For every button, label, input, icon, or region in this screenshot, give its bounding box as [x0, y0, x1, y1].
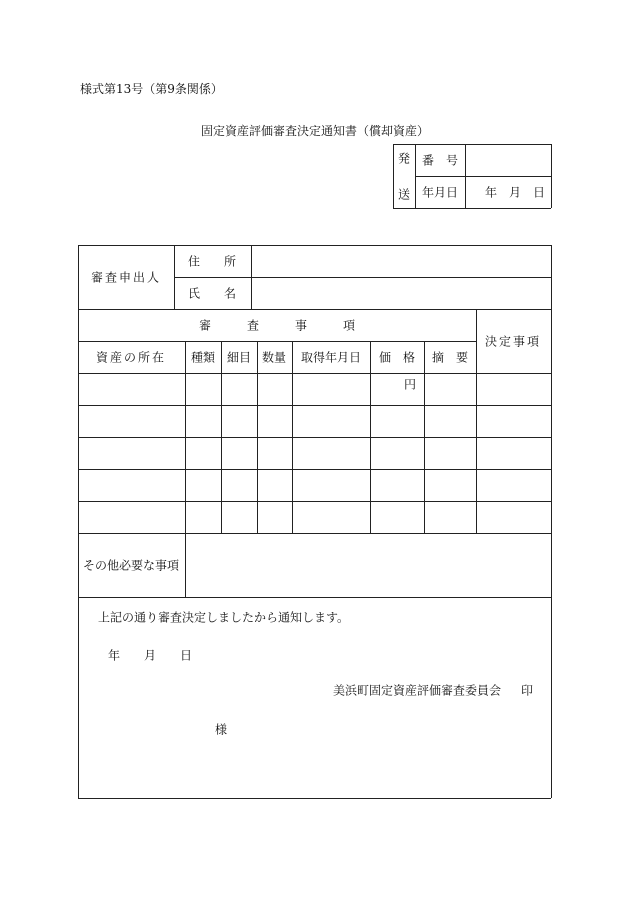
dispatch-date-label: 年月日: [421, 185, 459, 200]
dispatch-label-top: 発: [397, 151, 411, 166]
address-field[interactable]: [252, 246, 551, 277]
decision-header: 決定事項: [484, 334, 542, 349]
column-quantity: 数量: [261, 350, 287, 365]
other-matters-label: その他必要な事項: [82, 558, 180, 573]
recipient-suffix: 様: [215, 722, 228, 737]
applicant-label: 審査申出人: [90, 270, 162, 285]
committee-name: 美浜町固定資産評価審査委員会: [333, 683, 502, 698]
dispatch-label-bottom: 送: [397, 187, 411, 202]
seal-mark: 印: [521, 683, 534, 698]
form-number: 様式第13号（第9条関係）: [80, 82, 223, 96]
other-matters-field[interactable]: [186, 534, 551, 597]
name-field[interactable]: [252, 278, 551, 309]
column-detail: 細目: [226, 350, 252, 365]
document-title: 固定資産評価審査決定通知書（償却資産）: [200, 124, 429, 138]
column-type: 種類: [190, 350, 216, 365]
dispatch-number-label: 番 号: [421, 153, 459, 168]
column-price: 価 格: [378, 350, 416, 365]
yen-mark: 円: [403, 377, 417, 392]
column-summary: 摘 要: [431, 350, 469, 365]
dispatch-date-value: 年 月 日: [484, 185, 546, 200]
review-header: 審 査 事 項: [198, 318, 356, 333]
name-label: 氏 名: [187, 286, 237, 301]
notice-date: 年 月 日: [108, 648, 193, 663]
address-label: 住 所: [187, 254, 237, 269]
column-location: 資産の所在: [95, 350, 167, 365]
column-acquisition-date: 取得年月日: [300, 350, 362, 365]
notice-text: 上記の通り審査決定しましたから通知します。: [98, 610, 350, 625]
